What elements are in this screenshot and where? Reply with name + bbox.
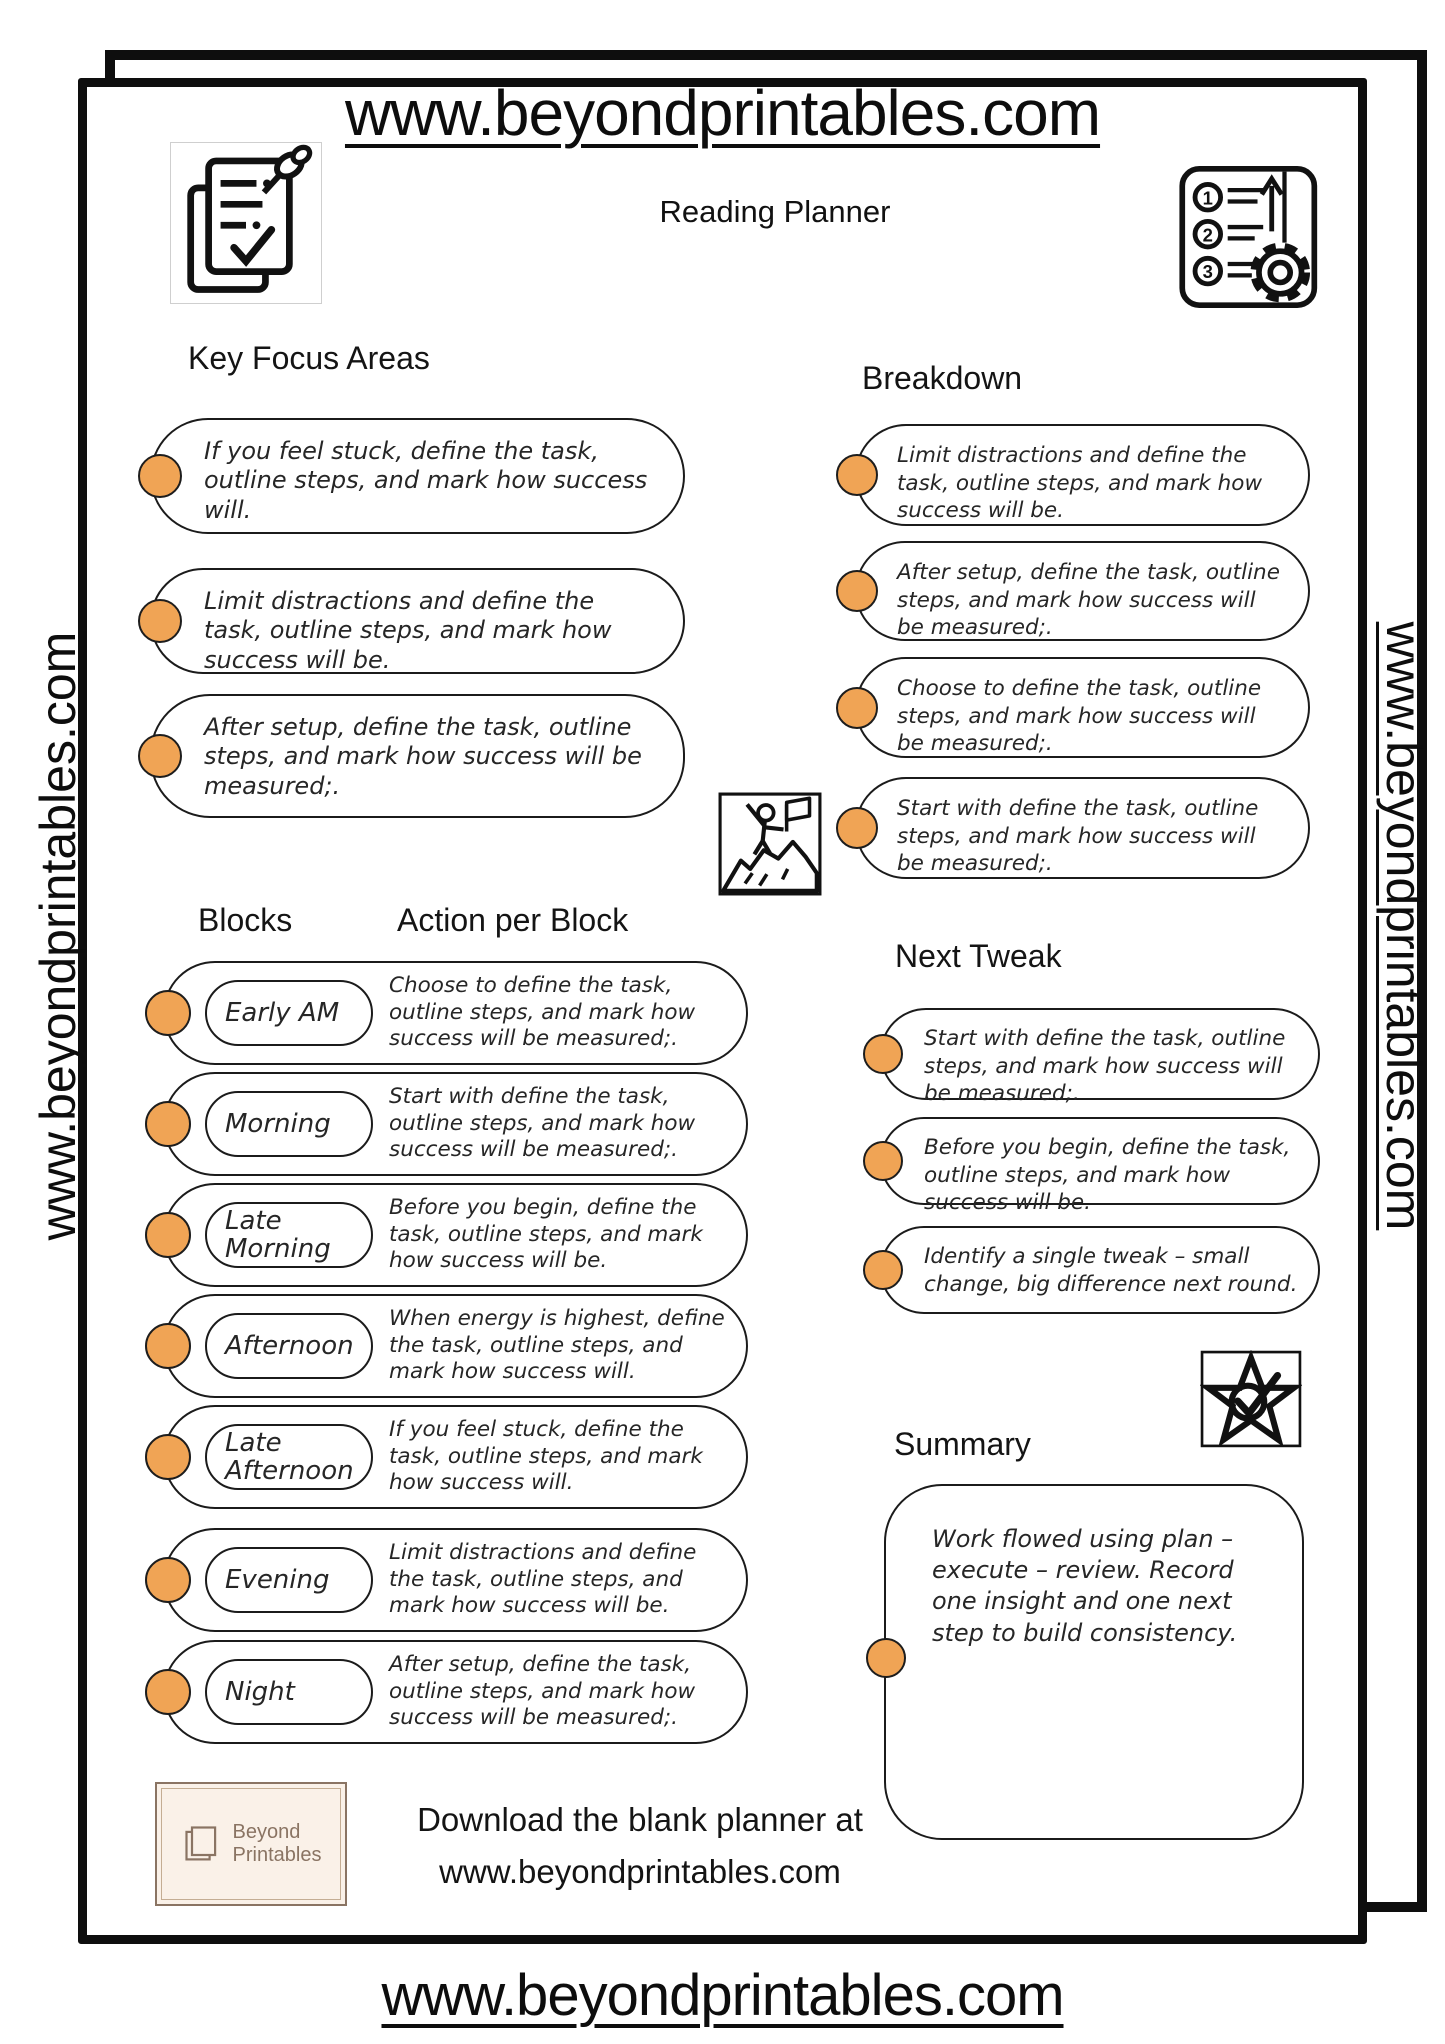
next-tweak-text: Identify a single tweak – small change, big difference next round. [924, 1244, 1298, 1297]
next-tweak-text: Before you begin, define the task, outline steps, and mark how success will be. [924, 1135, 1291, 1216]
block-action: When energy is highest, define the task, outline steps, and mark how success will. [389, 1306, 725, 1385]
bullet-dot [138, 454, 182, 498]
download-note [360, 1794, 920, 1898]
summary-heading: Summary [894, 1426, 1031, 1462]
key-focus-text: After setup, define the task, outline steps, and mark how success will be measured;. [204, 713, 642, 800]
breakdown-text: Choose to define the task, outline steps, and mark how success will be measured;. [897, 676, 1262, 757]
bullet-dot [138, 734, 182, 778]
bottom-url[interactable]: www.beyondprintables.com [381, 1963, 1064, 2028]
block-row [163, 1640, 748, 1744]
mountain-flag-icon [718, 790, 822, 898]
clipboard-pin-icon [170, 142, 322, 304]
block-row [163, 961, 748, 1065]
breakdown-pill [855, 777, 1310, 879]
key-focus-pill [150, 568, 685, 674]
svg-text:2: 2 [1202, 224, 1213, 246]
left-vertical-url: www.beyondprintables.com [30, 631, 86, 1241]
block-row [163, 1294, 748, 1398]
bullet-dot [836, 687, 878, 729]
top-url[interactable]: www.beyondprintables.com [344, 77, 1101, 149]
next-tweak-pill [880, 1117, 1320, 1216]
block-action: Before you begin, define the task, outline steps, and mark how success will be. [389, 1195, 703, 1274]
action-per-block-heading: Action per Block [397, 902, 629, 938]
bullet-dot [863, 1141, 903, 1181]
bullet-dot [145, 1212, 191, 1258]
summary-text: Work flowed using plan – execute – review. Record one insight and one next step to build consistency. [932, 1525, 1238, 1647]
next-tweak-pill [880, 1008, 1320, 1107]
bullet-dot [145, 1557, 191, 1603]
key-focus-text: If you feel stuck, define the task, outline steps, and mark how success will. [204, 437, 648, 524]
key-focus-pill [150, 694, 685, 818]
bullet-dot [836, 454, 878, 496]
key-focus-text: Limit distractions and define the task, outline steps, and mark how success will be. [204, 587, 612, 674]
numbered-list-gear-icon [1178, 163, 1320, 311]
svg-text:1: 1 [1202, 187, 1213, 209]
next-tweak-text: Start with define the task, outline steps, and mark how success will be measured;. [924, 1026, 1286, 1107]
breakdown-pill [855, 657, 1310, 758]
block-row [163, 1072, 748, 1176]
brand-logo [155, 1782, 347, 1906]
logo-pages-icon [181, 1822, 225, 1866]
bullet-dot [836, 807, 878, 849]
block-action: After setup, define the task, outline steps, and mark how success will be measured;. [389, 1652, 696, 1731]
bullet-dot [145, 1434, 191, 1480]
key-focus-areas-heading: Key Focus Areas [188, 340, 430, 376]
block-label: Evening [205, 1547, 373, 1613]
block-label: Late Morning [205, 1202, 373, 1268]
block-action: Limit distractions and define the task, outline steps, and mark how success will be. [389, 1540, 697, 1619]
summary-box [884, 1484, 1304, 1840]
block-row [163, 1528, 748, 1632]
right-vertical-url: www.beyondprintables.com [1376, 621, 1432, 1231]
star-check-icon [1200, 1350, 1302, 1450]
block-label: Night [205, 1659, 373, 1725]
key-focus-pill [150, 418, 685, 534]
breakdown-text: Limit distractions and define the task, outline steps, and mark how success will be. [897, 443, 1263, 524]
next-tweak-heading: Next Tweak [895, 938, 1062, 974]
block-label: Early AM [205, 980, 373, 1046]
bullet-dot [863, 1034, 903, 1074]
block-action: Start with define the task, outline steps, and mark how success will be measured;. [389, 1084, 696, 1163]
block-action: Choose to define the task, outline steps, and mark how success will be measured;. [389, 973, 696, 1052]
download-url[interactable]: www.beyondprintables.com [439, 1853, 841, 1891]
next-tweak-pill [880, 1226, 1320, 1314]
bullet-dot [145, 1323, 191, 1369]
svg-text:3: 3 [1202, 261, 1213, 283]
blocks-heading: Blocks [198, 902, 293, 938]
download-line1: Download the blank planner at [417, 1801, 863, 1838]
block-label: Afternoon [205, 1313, 373, 1379]
bullet-dot [138, 599, 182, 643]
bullet-dot [145, 1669, 191, 1715]
block-label: Morning [205, 1091, 373, 1157]
breakdown-heading: Breakdown [862, 360, 1023, 396]
block-label: Late Afternoon [205, 1424, 373, 1490]
breakdown-pill [855, 424, 1310, 526]
bullet-dot [145, 1101, 191, 1147]
bullet-dot [863, 1250, 903, 1290]
bullet-dot [866, 1638, 906, 1678]
breakdown-text: After setup, define the task, outline steps, and mark how success will be measured;. [897, 560, 1280, 641]
bullet-dot [145, 990, 191, 1036]
block-action: If you feel stuck, define the task, outline steps, and mark how success will. [389, 1417, 703, 1496]
bullet-dot [836, 570, 878, 612]
breakdown-pill [855, 541, 1310, 641]
logo-text: Beyond Printables [232, 1821, 322, 1866]
breakdown-text: Start with define the task, outline steps, and mark how success will be measured;. [897, 796, 1259, 877]
block-row [163, 1183, 748, 1287]
block-row [163, 1405, 748, 1509]
page-title: Reading Planner [659, 194, 891, 229]
